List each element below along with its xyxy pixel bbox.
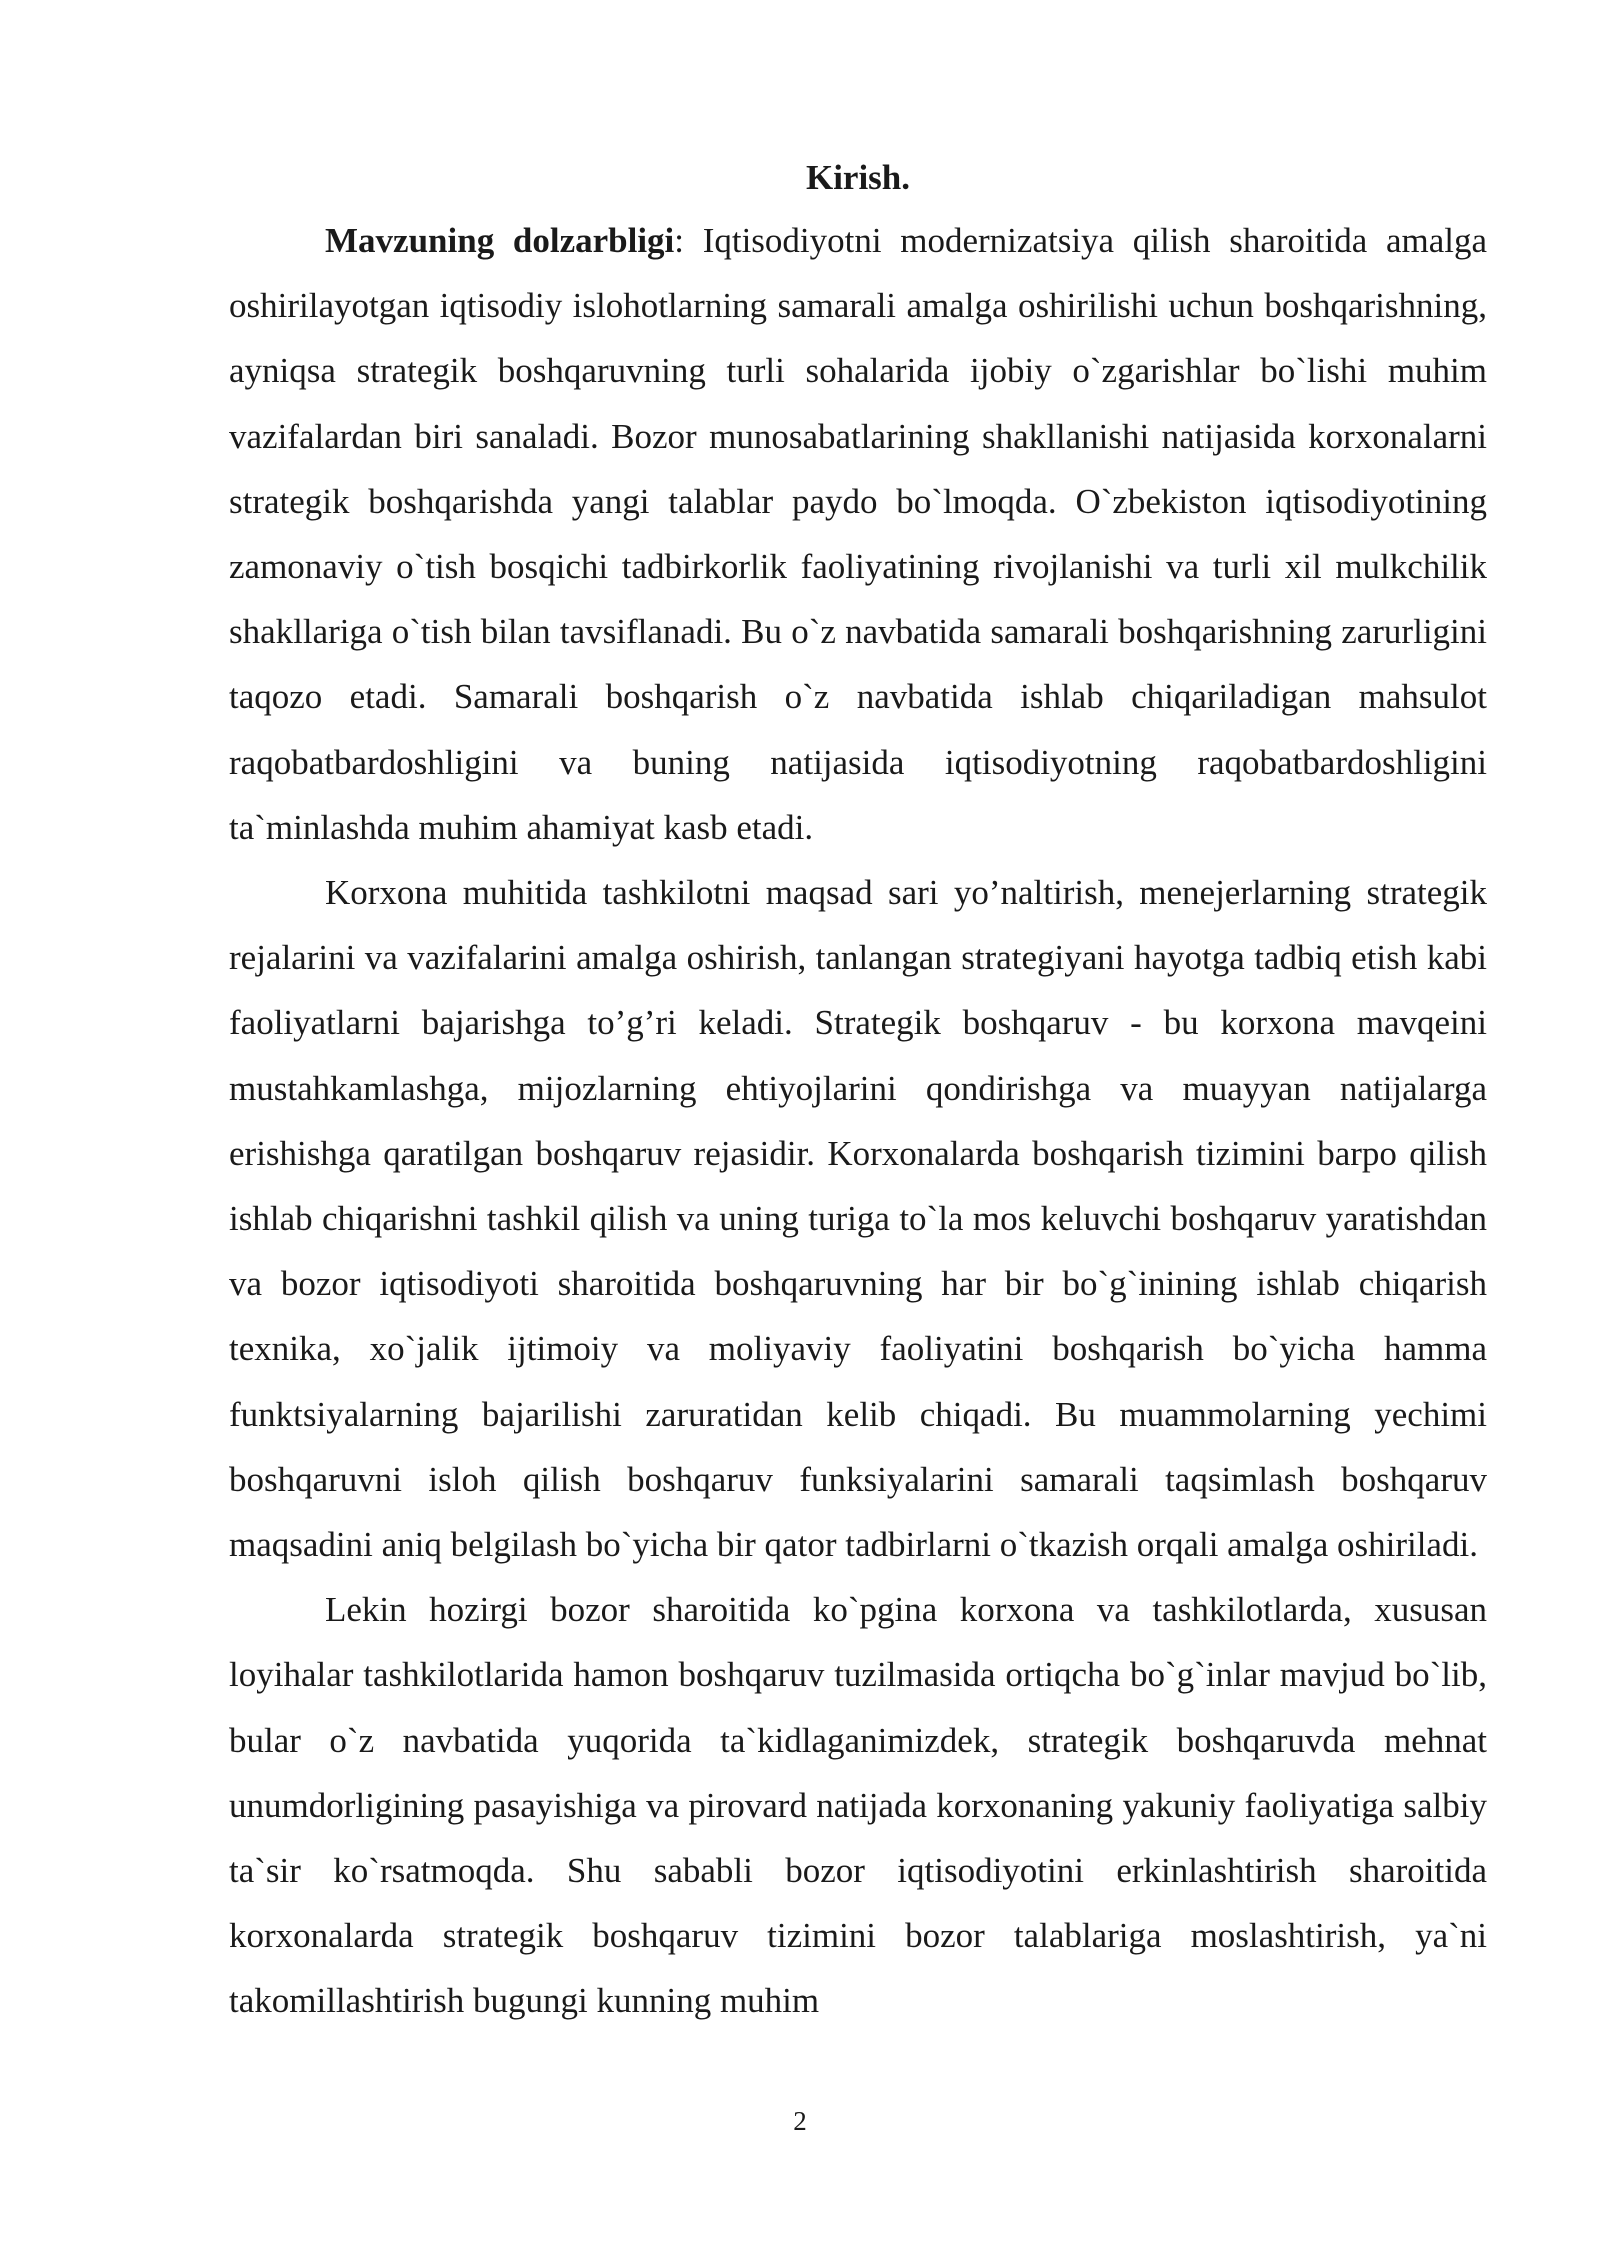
paragraph-text: Lekin hozirgi bozor sharoitida ko`pgina korxona va tashkilotlarda, xususan loyihalar tashkilotlarida hamon boshqaruv tuzilmasida ortiqcha bo`g`inlar mavjud bo`lib, bular o`z navbatida yuqorida ta`kidlaganimizdek, strategik boshqaruvda mehnat unumdorligining pasayishiga va pirovard natijada korxonaning yakuniy faoliyatiga salbiy ta`sir ko`rsatmoqda. Shu sababli bozor iqtisodiyotini erkinlashtirish sharoitida korxonalarda strategik boshqaruv tizimini bozor talablariga moslashtirish, ya`ni takomillashtirish bugungi kunning muhim [229,1590,1487,2021]
paragraph-text: Korxona muhitida tashkilotni maqsad sari yo’naltirish, menejerlarning strategik rejalarini va vazifalarini amalga oshirish, tanlangan strategiyani hayotga tadbiq etish kabi faoliyatlarni bajarishga to’g’ri keladi. Strategik boshqaruv - bu korxona mavqeini mustahkamlashga, mijozlarning ehtiyojlarini qondirishga va muayyan natijalarga erishishga qaratilgan boshqaruv rejasidir. Korxonalarda boshqarish tizimini barpo qilish ishlab chiqarishni tashkil qilish va uning turiga to`la mos keluvchi boshqaruv yaratishdan va bozor iqtisodiyoti sharoitida boshqaruvning har bir bo`g`inining ishlab chiqarish texnika, xo`jalik ijtimoiy va moliyaviy faoliyatini boshqarish bo`yicha hamma funktsiyalarning bajarilishi zaruratidan kelib chiqadi. Bu muammolarning yechimi boshqaruvni isloh qilish boshqaruv funksiyalarini samarali taqsimlash boshqaruv maqsadini aniq belgilash bo`yicha bir qator tadbirlarni o`tkazish orqali amalga oshiriladi. [229,873,1487,1565]
paragraph-text: : Iqtisodiyotni modernizatsiya qilish sharoitida amalga oshirilayotgan iqtisodiy islohotlarning samarali amalga oshirilishi uchun boshqarishning, ayniqsa strategik boshqaruvning turli sohalarida ijobiy o`zgarishlar bo`lishi muhim vazifalardan biri sanaladi. Bozor munosabatlarining shakllanishi natijasida korxonalarni strategik boshqarishda yangi talablar paydo bo`lmoqda. O`zbekiston iqtisodiyotining zamonaviy o`tish bosqichi tadbirkorlik faoliyatining rivojlanishi va turli xil mulkchilik shakllariga o`tish bilan tavsiflanadi. Bu o`z navbatida samarali boshqarishning zarurligini taqozo etadi. Samarali boshqarish o`z navbatida ishlab chiqariladigan mahsulot raqobatbardoshligini va buning natijasida iqtisodiyotning raqobatbardoshligini ta`minlashda muhim ahamiyat kasb etadi. [229,221,1488,847]
document-body [229,148,1487,2034]
paragraph-market-conditions [229,1577,1487,2033]
paragraph-relevance [229,208,1487,860]
page-number: 2 [793,2106,807,2136]
page-title: Kirish. [805,158,911,197]
paragraph-lead: Mavzuning dolzarbligi [325,221,675,260]
paragraph-strategic-management [229,860,1487,1577]
